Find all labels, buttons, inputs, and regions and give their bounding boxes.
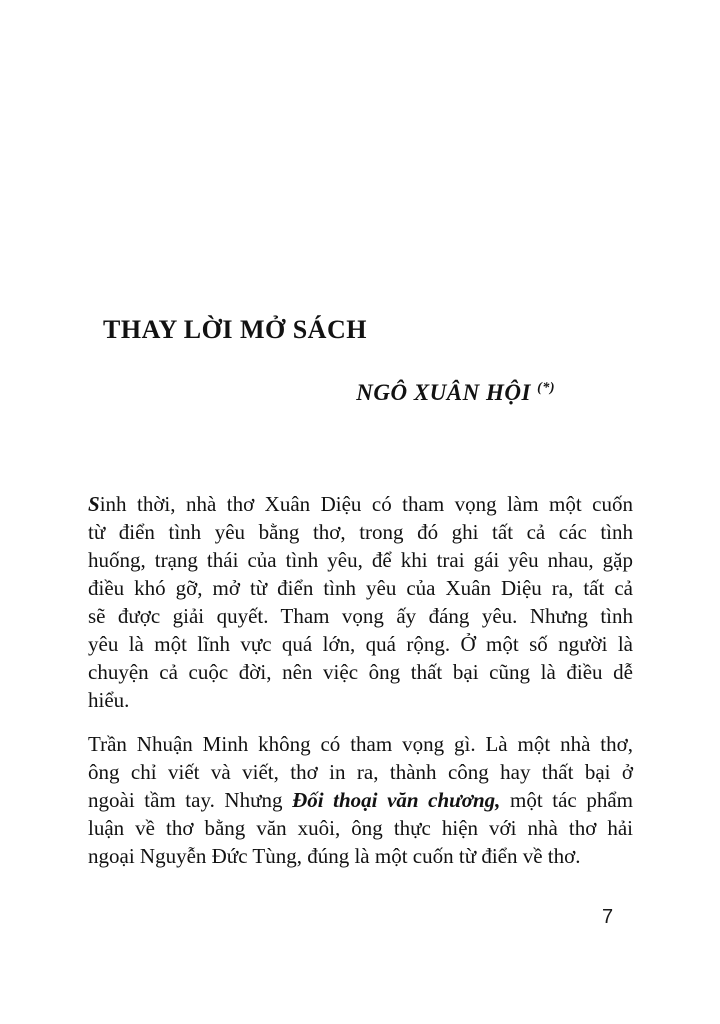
body-text-segment: điều khó gỡ, mở từ điển tình yêu của Xuân Diệu ra, tất cả <box>88 576 633 600</box>
body-text-segment: sẽ được giải quyết. Tham vọng ấy đáng yêu. Nhưng tình <box>88 604 633 628</box>
body-text-segment: ngoài tầm tay. Nhưng <box>88 788 293 812</box>
page-number: 7 <box>602 906 614 928</box>
text-line <box>88 758 633 786</box>
text-line <box>88 602 633 630</box>
body-text-segment: luận về thơ bằng văn xuôi, ông thực hiện với nhà thơ hải <box>88 816 633 840</box>
text-line <box>88 546 633 574</box>
body-text-segment: từ điển tình yêu bằng thơ, trong đó ghi tất cả các tình <box>88 520 633 544</box>
body-text-segment: huống, trạng thái của tình yêu, để khi trai gái yêu nhau, gặp <box>88 548 633 572</box>
author-line <box>88 380 633 406</box>
text-line <box>88 686 633 714</box>
body-text-segment: hiểu. <box>88 688 130 712</box>
text-line <box>88 630 633 658</box>
body-text-segment: inh thời, nhà thơ Xuân Diệu có tham vọng làm một cuốn <box>99 492 633 516</box>
paragraph <box>88 490 633 714</box>
body-text-segment: Trần Nhuận Minh không có tham vọng gì. Là một nhà thơ, <box>88 732 633 756</box>
body-text-segment: ngoại Nguyễn Đức Tùng, đúng là một cuốn từ điển về thơ. <box>88 844 581 868</box>
body-text <box>88 490 633 870</box>
text-line <box>88 786 633 814</box>
paragraph <box>88 730 633 870</box>
author-inner <box>356 380 555 406</box>
text-line <box>88 730 633 758</box>
text-line <box>88 574 633 602</box>
text-line <box>88 490 633 518</box>
emphasized-text: Đối thoại văn chương, <box>292 788 501 812</box>
text-line <box>88 814 633 842</box>
body-text-segment: chuyện cả cuộc đời, nên việc ông thất bại cũng là điều dễ <box>88 660 633 684</box>
text-line <box>88 842 633 870</box>
text-line <box>88 658 633 686</box>
body-text-segment: yêu là một lĩnh vực quá lớn, quá rộng. Ở một số người là <box>88 632 633 656</box>
text-line <box>88 518 633 546</box>
emphasized-text: S <box>88 492 100 516</box>
author-footnote-mark: (*) <box>537 380 555 396</box>
body-text-segment: ông chỉ viết và viết, thơ in ra, thành công hay thất bại ở <box>88 760 633 784</box>
chapter-title: THAY LỜI MỞ SÁCH <box>103 315 367 345</box>
body-text-segment: một tác phẩm <box>500 788 633 812</box>
author-name: NGÔ XUÂN HỘI <box>356 380 531 405</box>
